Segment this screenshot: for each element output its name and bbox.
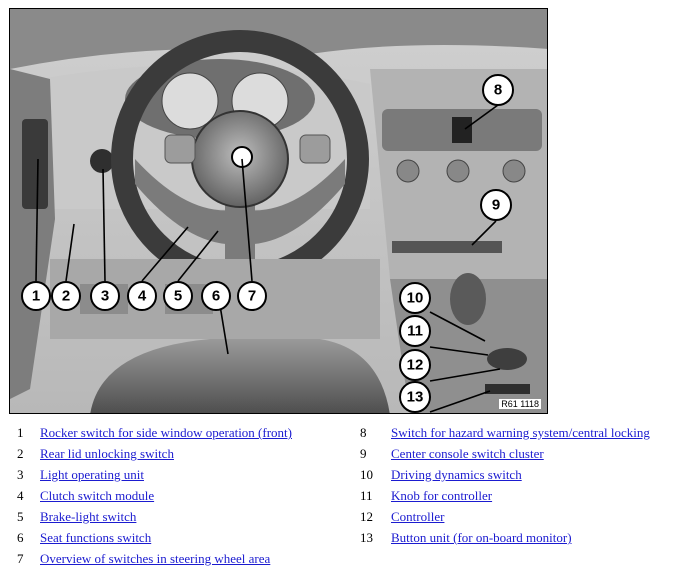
callout-2 — [52, 282, 80, 310]
svg-text:13: 13 — [406, 388, 424, 406]
callout-4 — [128, 282, 156, 310]
legend-link-clutch-switch[interactable]: Clutch switch module — [40, 488, 155, 503]
svg-text:6: 6 — [211, 287, 221, 305]
legend-link-controller-knob[interactable]: Knob for controller — [391, 488, 493, 503]
legend-link-steering-wheel-switches[interactable]: Overview of switches in steering wheel area — [40, 551, 271, 566]
svg-text:1: 1 — [31, 287, 41, 305]
window-switch-panel — [22, 119, 48, 209]
legend-number: 8 — [360, 425, 367, 440]
button-unit — [485, 384, 530, 394]
legend-link-driving-dynamics-switch[interactable]: Driving dynamics switch — [391, 467, 522, 482]
legend-number: 10 — [360, 467, 373, 482]
hazard-switch — [452, 117, 472, 143]
callout-11 — [400, 316, 430, 346]
figure-code: R61 1118 — [501, 399, 539, 409]
light-switch-knob — [90, 149, 114, 173]
callout-8 — [483, 75, 513, 105]
callout-3 — [91, 282, 119, 310]
callout-9 — [481, 190, 511, 220]
wheel-buttons-left — [165, 135, 195, 163]
svg-text:4: 4 — [137, 287, 147, 305]
callout-7 — [238, 282, 266, 310]
svg-text:3: 3 — [100, 287, 110, 305]
legend-number: 6 — [17, 530, 24, 545]
legend-number: 12 — [360, 509, 373, 524]
svg-text:12: 12 — [406, 356, 424, 374]
callout-1 — [22, 282, 50, 310]
svg-text:10: 10 — [406, 289, 424, 307]
gear-knob — [450, 273, 486, 325]
legend-link-light-operating-unit[interactable]: Light operating unit — [40, 467, 144, 482]
legend-number: 4 — [17, 488, 24, 503]
climate-knob-center — [447, 160, 469, 182]
legend-link-hazard-switch[interactable]: Switch for hazard warning system/central locking — [391, 425, 650, 440]
callout-13 — [400, 382, 430, 412]
legend-link-rear-lid-switch[interactable]: Rear lid unlocking switch — [40, 446, 174, 461]
callout-6 — [202, 282, 230, 310]
legend-number: 11 — [360, 488, 373, 503]
callout-12 — [400, 350, 430, 380]
svg-text:11: 11 — [407, 322, 423, 340]
svg-text:2: 2 — [61, 287, 71, 305]
legend-number: 9 — [360, 446, 367, 461]
callout-10 — [400, 283, 430, 313]
legend-link-rocker-switch[interactable]: Rocker switch for side window operation (front) — [40, 425, 292, 440]
car-interior-figure — [9, 8, 548, 414]
legend-number: 1 — [17, 425, 24, 440]
console-switch-cluster — [392, 241, 502, 253]
legend-link-center-console-cluster[interactable]: Center console switch cluster — [391, 446, 544, 461]
legend-number: 13 — [360, 530, 373, 545]
svg-text:5: 5 — [173, 287, 183, 305]
legend-number: 2 — [17, 446, 24, 461]
wheel-buttons-right — [300, 135, 330, 163]
legend-link-controller[interactable]: Controller — [391, 509, 445, 524]
svg-text:9: 9 — [491, 196, 501, 214]
legend-number: 3 — [17, 467, 24, 482]
legend-link-button-unit[interactable]: Button unit (for on-board monitor) — [391, 530, 572, 545]
svg-text:7: 7 — [247, 287, 257, 305]
legend-number: 5 — [17, 509, 24, 524]
car-interior-illustration — [10, 9, 548, 414]
legend-number: 7 — [17, 551, 24, 566]
climate-knob-right — [503, 160, 525, 182]
legend-link-brake-light-switch[interactable]: Brake-light switch — [40, 509, 137, 524]
legend-link-seat-functions[interactable]: Seat functions switch — [40, 530, 152, 545]
controller-knob — [487, 348, 527, 370]
climate-knob-left — [397, 160, 419, 182]
callout-5 — [164, 282, 192, 310]
svg-text:8: 8 — [493, 81, 503, 99]
